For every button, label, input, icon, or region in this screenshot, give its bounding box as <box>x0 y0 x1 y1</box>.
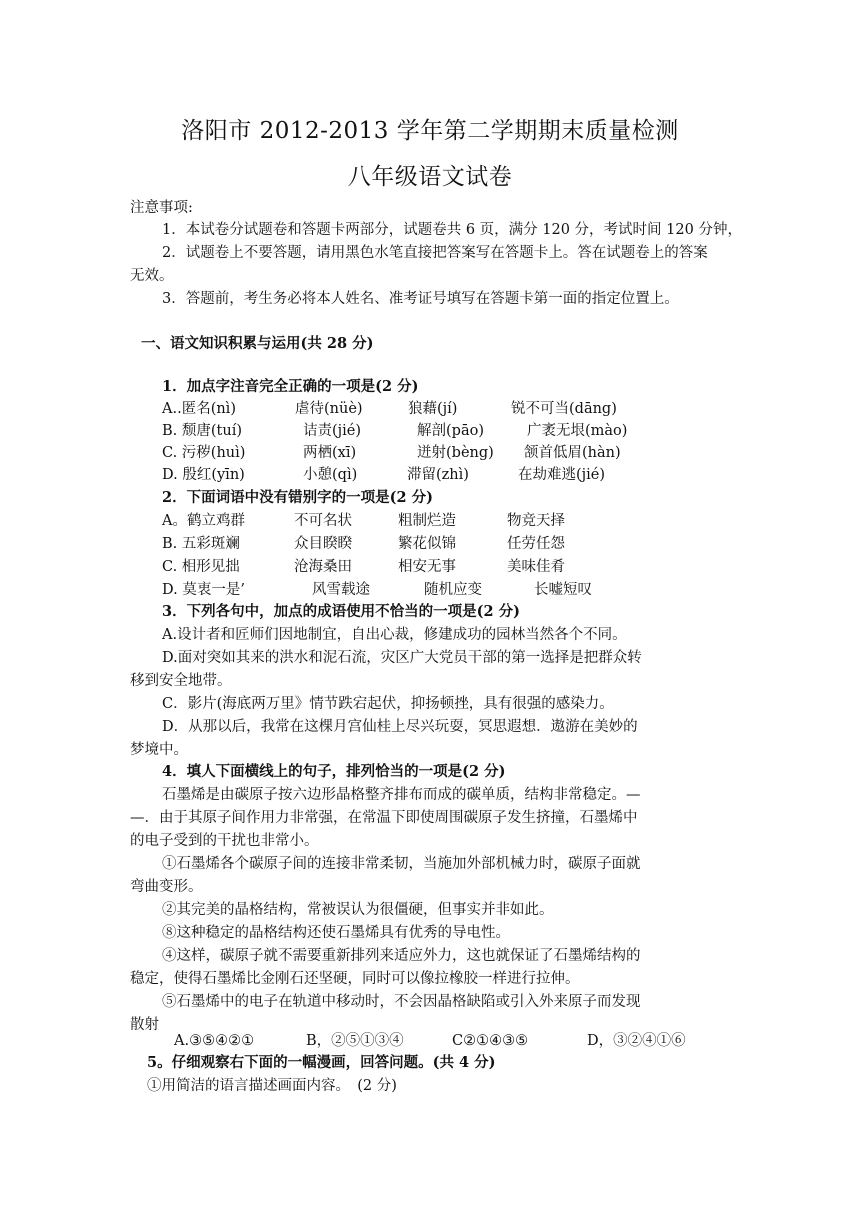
q3-option: C．影片(海底两万里》情节跌宕起伏，抑扬顿挫，具有很强的感染力。 <box>162 696 614 712</box>
q3-option: D．从那以后，我常在这棵月宫仙桂上尽兴玩耍，冥思遐想．遨游在美妙的 <box>162 719 638 735</box>
q4-text: 石墨烯是由碳原子按六边形晶格整齐排布而成的碳单质，结构非常稳定。— <box>162 787 641 803</box>
q4-sentence: 弯曲变形。 <box>130 879 203 895</box>
q4-sentence: ⑤石墨烯中的电子在轨道中移动时，不会因晶格缺陷或引入外来原子而发现 <box>162 994 641 1010</box>
q3-option: 移到安全地带。 <box>130 673 232 689</box>
section-heading: 一、语文知识积累与运用(共 28 分) <box>141 335 374 352</box>
question-4-stem: 4．填人下面横线上的句子，排列恰当的一项是(2 分) <box>162 763 506 780</box>
notice-heading: 注意事项: <box>130 200 193 216</box>
q4-text: 的电子受到的干扰也非常小。 <box>130 833 319 849</box>
q2-option-b: B. 五彩斑斓 众目睽睽 繁花似锦 任劳任怨 <box>162 536 565 552</box>
q1-option-c: C. 污秽(huì) 两栖(xī) 迸射(bèng) 颔首低眉(hàn) <box>162 445 621 461</box>
q2-option-c: C. 相形见拙 沧海桑田 相安无事 美味佳肴 <box>162 559 565 575</box>
q4-sentence: ②其完美的晶格结构，常被误认为很僵硬，但事实并非如此。 <box>162 902 554 918</box>
q4-sentence: ①石墨烯各个碳原子间的连接非常柔韧，当施加外部机械力时，碳原子面就 <box>162 856 641 872</box>
question-2-stem: 2．下面词语中没有错别字的一项是(2 分) <box>162 489 433 506</box>
q5-subquestion: ①用简洁的语言描述画面内容。 (2 分) <box>147 1078 397 1094</box>
page-title: 洛阳市 2012-2013 学年第二学期期末质量检测 <box>181 118 679 144</box>
question-1-stem: 1．加点字注音完全正确的一项是(2 分) <box>162 378 419 395</box>
notice-item: 3．答题前，考生务必将本人姓名、准考证号填写在答题卡第一面的指定位置上。 <box>162 291 679 307</box>
q4-answer-options: A.③⑤④②① B，②⑤①③④ C②①④③⑤ D，③②④①⑥ <box>174 1033 686 1049</box>
q4-sentence: 稳定，使得石墨烯比金刚石还坚硬，同时可以像拉橡胶一样进行拉伸。 <box>130 971 580 987</box>
q1-option-b: B. 颓唐(tuí) 诘责(jié) 解剖(pāo) 广袤无垠(mào) <box>162 423 628 439</box>
notice-item: 无效。 <box>130 268 174 284</box>
question-5-stem: 5。仔细观察右下面的一幅漫画，回答问题。(共 4 分) <box>147 1054 496 1071</box>
page-subtitle: 八年级语文试卷 <box>347 164 513 190</box>
q2-option-d: D. 莫衷一是’ 风雪载途 随机应变 长嘘短叹 <box>162 582 592 598</box>
q3-option: D.面对突如其来的洪水和泥石流，灾区广大党员干部的第一选择是把群众转 <box>162 650 642 666</box>
q2-option-a: A。鹤立鸡群 不可名状 粗制烂造 物竞天择 <box>162 513 565 529</box>
notice-item: 1．本试卷分试题卷和答题卡两部分，试题卷共 6 页，满分 120 分，考试时间 120 分钟， <box>162 222 742 238</box>
q3-option: 梦境中。 <box>130 742 188 758</box>
q4-text: —．由于其原子间作用力非常强，在常温下即使周围碳原子发生挤撞，石墨烯中 <box>130 810 638 826</box>
q4-sentence: 散射 <box>130 1017 159 1033</box>
q3-option: A.设计者和匠师们因地制宜，自出心裁，修建成功的园林当然各个不同。 <box>162 627 627 643</box>
q4-sentence: ⑧这种稳定的晶格结构还使石墨烯具有优秀的导电性。 <box>162 925 510 941</box>
question-3-stem: 3．下列各句中，加点的成语使用不恰当的一项是(2 分) <box>162 603 520 620</box>
notice-item: 2．试题卷上不要答题，请用黑色水笔直接把答案写在答题卡上。答在试题卷上的答案 <box>162 245 708 261</box>
q1-option-a: A..匿名(nì) 虐待(nüè) 狼藉(jí) 锐不可当(dāng) <box>162 401 617 417</box>
q1-option-d: D. 殷红(yīn) 小憩(qì) 滞留(zhì) 在劫难逃(jié) <box>162 467 606 483</box>
q4-sentence: ④这样，碳原子就不需要重新排列来适应外力，这也就保证了石墨烯结构的 <box>162 948 641 964</box>
